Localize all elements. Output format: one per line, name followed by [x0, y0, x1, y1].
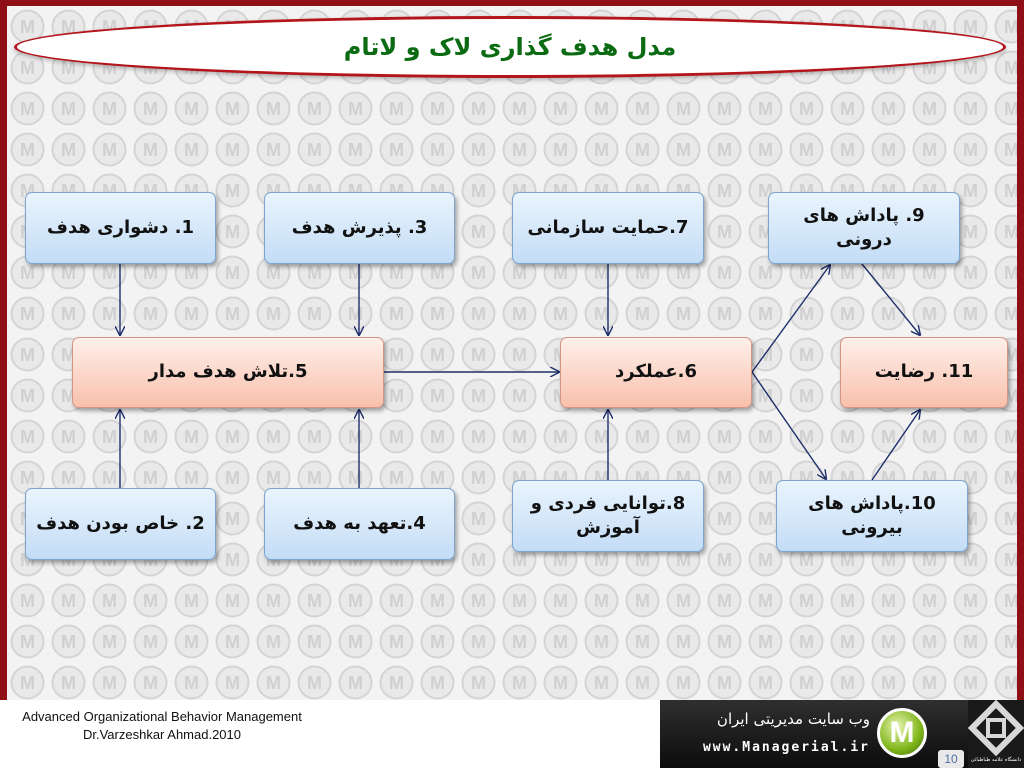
node-goal-difficulty: [25, 192, 216, 264]
emblem-caption: دانشگاه علامه طباطبائی: [970, 757, 1022, 763]
edge-10-to-11: [872, 410, 920, 480]
brand-site-name: وب سایت مدیریتی ایران: [716, 710, 870, 728]
node-label: 4.تعهد به هدف: [293, 512, 426, 534]
slide-title: مدل هدف گذاری لاک و لاتام: [343, 33, 677, 61]
node-label: 2. خاص بودن هدف: [36, 512, 205, 534]
node-label: 1. دشواری هدف: [47, 216, 194, 238]
node-label: 11. رضایت: [874, 361, 974, 383]
node-goal-commitment: [264, 488, 455, 560]
footer: [0, 700, 1024, 768]
node-goal-acceptance: [264, 192, 455, 264]
node-goal-specificity: [25, 488, 216, 560]
node-label: 5.تلاش هدف مدار: [148, 361, 308, 383]
node-ability-and-training: [512, 480, 704, 552]
node-goal-directed-effort: [72, 337, 384, 408]
node-organizational-support: [512, 192, 704, 264]
managerial-logo-icon: M: [877, 708, 927, 758]
brand-site-url[interactable]: www.Managerial.ir: [702, 740, 870, 755]
node-extrinsic-rewards: [776, 480, 968, 552]
author-line: Dr.Varzeshkar Ahmad.2010: [82, 726, 241, 742]
edge-9-to-11: [862, 264, 920, 335]
node-label: 3. پذیرش هدف: [291, 216, 428, 238]
node-performance: [560, 337, 752, 408]
edge-6-to-9: [752, 265, 830, 372]
node-satisfaction: [840, 337, 1008, 408]
node-label: 6.عملکرد: [615, 361, 697, 383]
page-number: 10: [938, 750, 964, 768]
node-intrinsic-rewards: [768, 192, 960, 264]
edge-6-to-10: [752, 372, 826, 479]
node-label: 9. پاداش های درونی: [803, 204, 925, 250]
footer-credit: [12, 708, 312, 743]
node-label: 10.پاداش های بیرونی: [808, 492, 936, 538]
course-title: Advanced Organizational Behavior Management: [22, 709, 302, 724]
node-label: 7.حمایت سازمانی: [527, 216, 689, 238]
node-label: 8.توانایی فردی و آموزش: [530, 492, 686, 538]
